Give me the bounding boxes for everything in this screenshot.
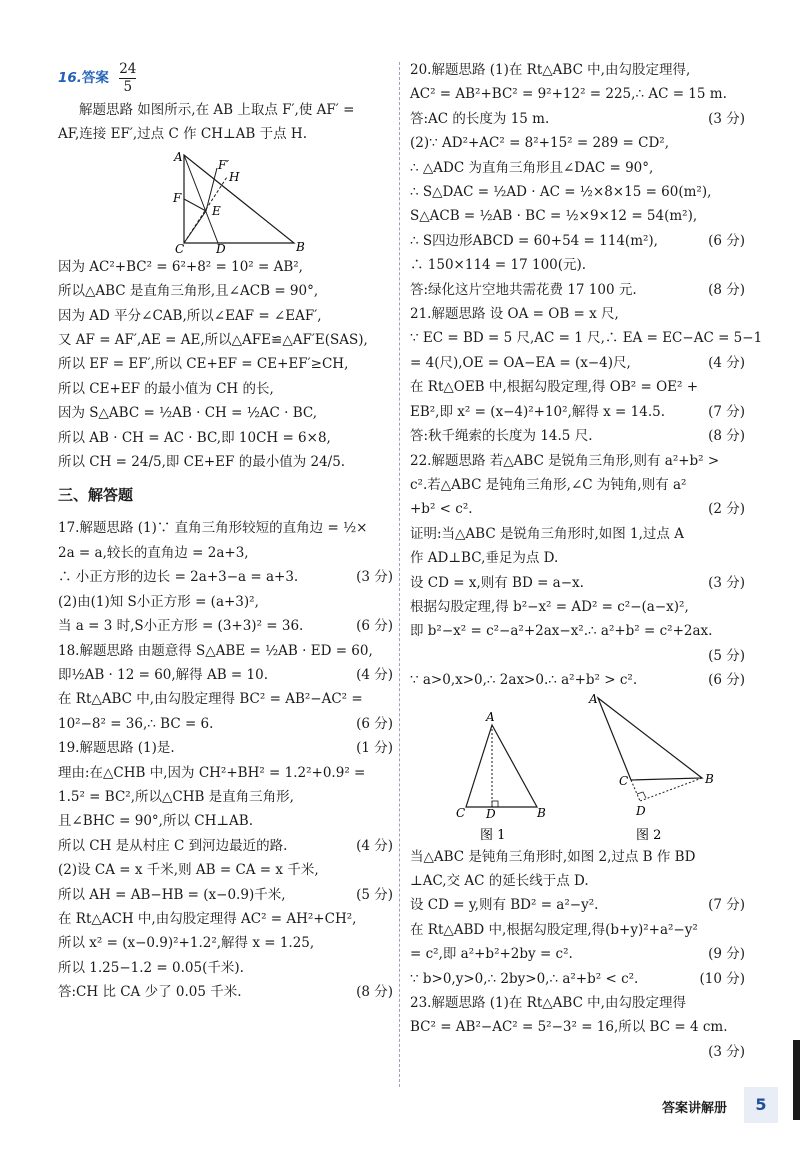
left-column: [58, 58, 393, 1005]
q22b-line: [410, 918, 745, 942]
q22a-line: [410, 473, 745, 497]
q20-text: ∴ S四边形ABCD = 60+54 = 114(m²),: [410, 232, 658, 249]
q17-line: [58, 590, 393, 614]
q19-line: [58, 956, 393, 980]
q21-line: [410, 400, 745, 424]
q22-figures: [410, 693, 745, 845]
fig2-label-a: A: [589, 692, 598, 706]
q16-body: [58, 255, 393, 475]
q20-line: [410, 204, 745, 228]
fig2-label-b: B: [705, 771, 714, 786]
q20-line: [410, 278, 745, 302]
q20-text: 答:AC 的长度为 15 m.: [410, 110, 550, 127]
q21-line: [410, 302, 745, 326]
q20-line: [410, 107, 745, 131]
q19-text: 理由:在△CHB 中,因为 CH²+BH² = 1.2²+0.9² =: [58, 764, 366, 781]
q17-text: (2)由(1)知 S小正方形 = (a+3)²,: [58, 593, 259, 610]
q18-text: 在 Rt△ABC 中,由勾股定理得 BC² = AB²−AC² =: [58, 691, 363, 708]
q22a-text: 设 CD = x,则有 BD = a−x.: [410, 574, 584, 591]
q21-line: [410, 424, 745, 448]
q19-text: 在 Rt△ACH 中,由勾股定理得 AC² = AH²+CH²,: [58, 910, 357, 927]
q19-score: (4 分): [356, 837, 393, 854]
q21-text: 答:秋千绳索的长度为 14.5 尺.: [410, 428, 593, 445]
q23-line: [410, 1015, 745, 1039]
q19-text: 19.解题思路 (1)是.: [58, 740, 175, 757]
q20-text: ∴ △ADC 为直角三角形且∠DAC = 90°,: [410, 159, 654, 176]
fig1-label-d: D: [486, 806, 496, 821]
q16-body-line: 所以 AB · CH = AC · BC,即 10CH = 6×8,: [58, 429, 331, 446]
q19-score: (5 分): [356, 886, 393, 903]
q20-block: [410, 58, 745, 302]
q22a-line: [410, 668, 745, 692]
q18-line: [58, 712, 393, 736]
q20-text: 20.解题思路 (1)在 Rt△ABC 中,由勾股定理得,: [410, 62, 691, 78]
q23-line: [410, 991, 745, 1015]
q19-block: [58, 736, 393, 1004]
q20-text: (2)∵ AD²+AC² = 8²+15² = 289 = CD²,: [410, 135, 669, 152]
q20-line: [410, 82, 745, 106]
q19-line: [58, 736, 393, 760]
q19-score: (1 分): [356, 740, 393, 757]
q16-body-line: 因为 AC²+BC² = 6²+8² = 10² = AB²,: [58, 258, 303, 275]
fig2-label-c: C: [619, 773, 629, 788]
q20-line: [410, 131, 745, 155]
q22a-text: c².若△ABC 是钝角三角形,∠C 为钝角,则有 a²: [410, 476, 687, 493]
column-divider: [399, 62, 400, 1087]
q22b-text: 当△ABC 是钝角三角形时,如图 2,过点 B 作 BD: [410, 848, 696, 865]
q18-text: 即½AB · 12 = 60,解得 AB = 10.: [58, 666, 268, 683]
q21-text: 在 Rt△OEB 中,根据勾股定理,得 OB² = OE² +: [410, 379, 699, 396]
q22b-score: (9 分): [708, 946, 745, 963]
q19-score: (8 分): [356, 984, 393, 1001]
q22b-line: [410, 967, 745, 991]
q16-body-line: 因为 S△ABC = ½AB · CH = ½AC · BC,: [58, 405, 318, 422]
q16-triangle-figure: [58, 147, 393, 255]
fig1-label-b: B: [537, 805, 546, 820]
q22a-score: (6 分): [708, 672, 745, 689]
fig16-label-a: A: [174, 149, 183, 164]
q22a-text: 作 AD⊥BC,垂足为点 D.: [410, 550, 559, 567]
q16-fraction-denominator: 5: [123, 79, 133, 95]
q21-score: (7 分): [708, 403, 745, 420]
q19-line: [58, 834, 393, 858]
q22a-text: +b² < c².: [410, 501, 473, 518]
q23-text: 23.解题思路 (1)在 Rt△ABC 中,由勾股定理得: [410, 995, 686, 1011]
q22a-line: [410, 497, 745, 521]
q17-line: [58, 516, 393, 540]
q20-text: 答:绿化这片空地共需花费 17 100 元.: [410, 281, 637, 298]
fig1-label-c: C: [456, 805, 466, 820]
q19-text: (2)设 CA = x 千米,则 AB = CA = x 千米,: [58, 862, 319, 879]
q21-line: [410, 351, 745, 375]
fig16-label-h: H: [229, 169, 240, 184]
q16-body-line: 所以 CE+EF 的最小值为 CH 的长,: [58, 380, 274, 397]
q23-text: BC² = AB²−AC² = 5²−3² = 16,所以 BC = 4 cm.: [410, 1019, 728, 1036]
q18-line: [58, 663, 393, 687]
q20-text: AC² = AB²+BC² = 9²+12² = 225,∴ AC = 15 m.: [410, 86, 727, 103]
q17-line: [58, 565, 393, 589]
fig16-label-e: E: [212, 203, 221, 218]
q21-score: (8 分): [708, 428, 745, 445]
q17-text: ∴ 小正方形的边长 = 2a+3−a = a+3.: [58, 569, 299, 586]
edge-strip: [793, 1040, 800, 1120]
q22b-line: [410, 845, 745, 869]
q18-text: 10²−8² = 36,∴ BC = 6.: [58, 715, 214, 732]
q18-score: (4 分): [356, 666, 393, 683]
q19-line: [58, 980, 393, 1004]
fig16-label-f-prime: F′: [218, 157, 230, 172]
fig16-label-f: F: [173, 190, 182, 205]
q20-line: [410, 180, 745, 204]
section-title: 三、解答题: [58, 486, 134, 505]
q20-text: ∴ 150×114 = 17 100(元).: [410, 257, 587, 274]
q20-score: (3 分): [708, 110, 745, 127]
q22a-line: [410, 619, 745, 643]
q17-block: [58, 516, 393, 638]
q18-line: [58, 639, 393, 663]
q22b-line: [410, 869, 745, 893]
q20-line: [410, 229, 745, 253]
q16-body-line: 又 AF = AF′,AE = AE,所以△AFE≌△AF′E(SAS),: [58, 332, 368, 349]
q19-line: [58, 858, 393, 882]
q22a-text: ∵ a>0,x>0,∴ 2ax>0.∴ a²+b² > c².: [410, 672, 638, 689]
q22b-line: [410, 942, 745, 966]
q17-text: 当 a = 3 时,S小正方形 = (3+3)² = 36.: [58, 618, 304, 635]
q16-answer-line: [58, 58, 393, 98]
q17-text: 2a = a,较长的直角边 = 2a+3,: [58, 544, 249, 561]
q20-line: [410, 58, 745, 82]
q22a-text: 22.解题思路 若△ABC 是锐角三角形,则有 a²+b² >: [410, 452, 720, 469]
q21-line: [410, 326, 763, 350]
q22b-line: [410, 893, 745, 917]
q19-text: 所以 CH 是从村庄 C 到河边最近的路.: [58, 837, 288, 854]
q19-line: [58, 761, 393, 785]
q16-answer-fraction: [119, 61, 136, 96]
q23-line: [410, 1040, 745, 1064]
q20-text: ∴ S△DAC = ½AD · AC = ½×8×15 = 60(m²),: [410, 184, 712, 201]
q21-block: [410, 302, 763, 448]
q19-text: 且∠BHC = 90°,所以 CH⊥AB.: [58, 813, 253, 830]
q22a-text: 证明:当△ABC 是锐角三角形时,如图 1,过点 A: [410, 525, 684, 542]
q16-body-line: 所以△ABC 是直角三角形,且∠ACB = 90°,: [58, 283, 319, 300]
fig2-caption: 图 2: [636, 827, 662, 843]
q22b-text: ⊥AC,交 AC 的延长线于点 D.: [410, 872, 589, 889]
q22a-line: [410, 522, 745, 546]
q19-text: 所以 1.25−1.2 = 0.05(千米).: [58, 959, 244, 976]
q17-score: (3 分): [356, 569, 393, 586]
q21-score: (4 分): [708, 354, 745, 371]
q22a-text: 根据勾股定理,得 b²−x² = AD² = c²−(a−x)²,: [410, 598, 689, 615]
q22a-line: [410, 449, 745, 473]
q22-figure-svg: [410, 693, 745, 845]
q22a-line: [410, 546, 745, 570]
q21-text: 21.解题思路 设 OA = OB = x 尺,: [410, 306, 619, 323]
q22a-line: [410, 644, 745, 668]
fig16-label-d: D: [216, 241, 226, 255]
q20-text: S△ACB = ½AB · BC = ½×9×12 = 54(m²),: [410, 208, 698, 225]
q16-body-line: 因为 AD 平分∠CAB,所以∠EAF = ∠EAF′,: [58, 307, 322, 324]
q20-line: [410, 253, 745, 277]
fig16-label-b: B: [296, 239, 305, 254]
q18-text: 18.解题思路 由题意得 S△ABE = ½AB · ED = 60,: [58, 642, 373, 659]
q17-text: 17.解题思路 (1)∵ 直角三角形较短的直角边 = ½×: [58, 520, 368, 537]
q22b-score: (7 分): [708, 897, 745, 914]
q22b-score: (10 分): [699, 970, 745, 987]
q16-answer-tag: 答案: [81, 70, 109, 86]
q22a-text: 即 b²−x² = c²−a²+2ax−x².∴ a²+b² = c²+2ax.: [410, 623, 713, 640]
page-number: 5: [744, 1087, 778, 1123]
fig1-label-a: A: [486, 709, 495, 724]
q17-line: [58, 614, 393, 638]
q20-score: (8 分): [708, 281, 745, 298]
q21-text: EB²,即 x² = (x−4)²+10²,解得 x = 14.5.: [410, 403, 665, 420]
q16-number: 16.: [58, 70, 82, 86]
fig1-triangle: [466, 725, 537, 807]
q19-text: 所以 AH = AB−HB = (x−0.9)千米,: [58, 886, 286, 903]
q16-body-line: 所以 EF = EF′,所以 CE+EF = CE+EF′≥CH,: [58, 356, 349, 373]
q17-score: (6 分): [356, 618, 393, 635]
q22a-line: [410, 571, 745, 595]
q23-score: (3 分): [708, 1043, 745, 1060]
q16-fraction-numerator: 24: [119, 61, 137, 77]
right-column: [410, 58, 763, 1064]
q19-line: [58, 907, 393, 931]
q22a-score: (2 分): [708, 501, 745, 518]
q18-line: [58, 687, 393, 711]
q21-line: [410, 375, 745, 399]
q19-text: 答:CH 比 CA 少了 0.05 千米.: [58, 984, 242, 1001]
q16-body-line: 所以 CH = 24/5,即 CE+EF 的最小值为 24/5.: [58, 454, 346, 471]
q16-solution-line: 解题思路 如图所示,在 AB 上取点 F′,使 AF′ =: [79, 102, 355, 118]
q22b-text: 设 CD = y,则有 BD² = a²−y².: [410, 897, 599, 914]
q22a-score: (3 分): [708, 574, 745, 591]
fig1-caption: 图 1: [480, 827, 506, 843]
q22a-line: [410, 595, 745, 619]
q17-line: [58, 541, 393, 565]
q16-solution-line: AF,连接 EF′,过点 C 作 CH⊥AB 于点 H.: [58, 126, 307, 143]
q19-text: 1.5² = BC²,所以△CHB 是直角三角形,: [58, 788, 294, 805]
q23-block: [410, 991, 745, 1064]
q18-block: [58, 639, 393, 737]
q22-continued-block: [410, 845, 745, 991]
q22-block: [410, 449, 745, 693]
q19-line: [58, 931, 393, 955]
q22b-text: = c²,即 a²+b²+2by = c².: [410, 946, 573, 963]
q19-line: [58, 809, 393, 833]
q20-line: [410, 156, 745, 180]
fig2-triangle: [598, 698, 702, 780]
footer-label: 答案讲解册: [662, 1101, 728, 1116]
q21-text: = 4(尺),OE = OA−EA = (x−4)尺,: [410, 354, 631, 371]
q22a-score: (5 分): [708, 647, 745, 664]
q19-text: 所以 x² = (x−0.9)²+1.2²,解得 x = 1.25,: [58, 935, 315, 952]
q20-score: (6 分): [708, 232, 745, 249]
fig2-label-d: D: [636, 803, 646, 818]
fig16-label-c: C: [175, 241, 185, 255]
q19-line: [58, 785, 393, 809]
q18-score: (6 分): [356, 715, 393, 732]
q22b-text: ∵ b>0,y>0,∴ 2by>0,∴ a²+b² < c².: [410, 970, 639, 987]
q21-text: ∵ EC = BD = 5 尺,AC = 1 尺,∴ EA = EC−AC = 5−1: [410, 330, 763, 347]
q22b-text: 在 Rt△ABD 中,根据勾股定理,得(b+y)²+a²−y²: [410, 921, 698, 938]
q19-line: [58, 883, 393, 907]
